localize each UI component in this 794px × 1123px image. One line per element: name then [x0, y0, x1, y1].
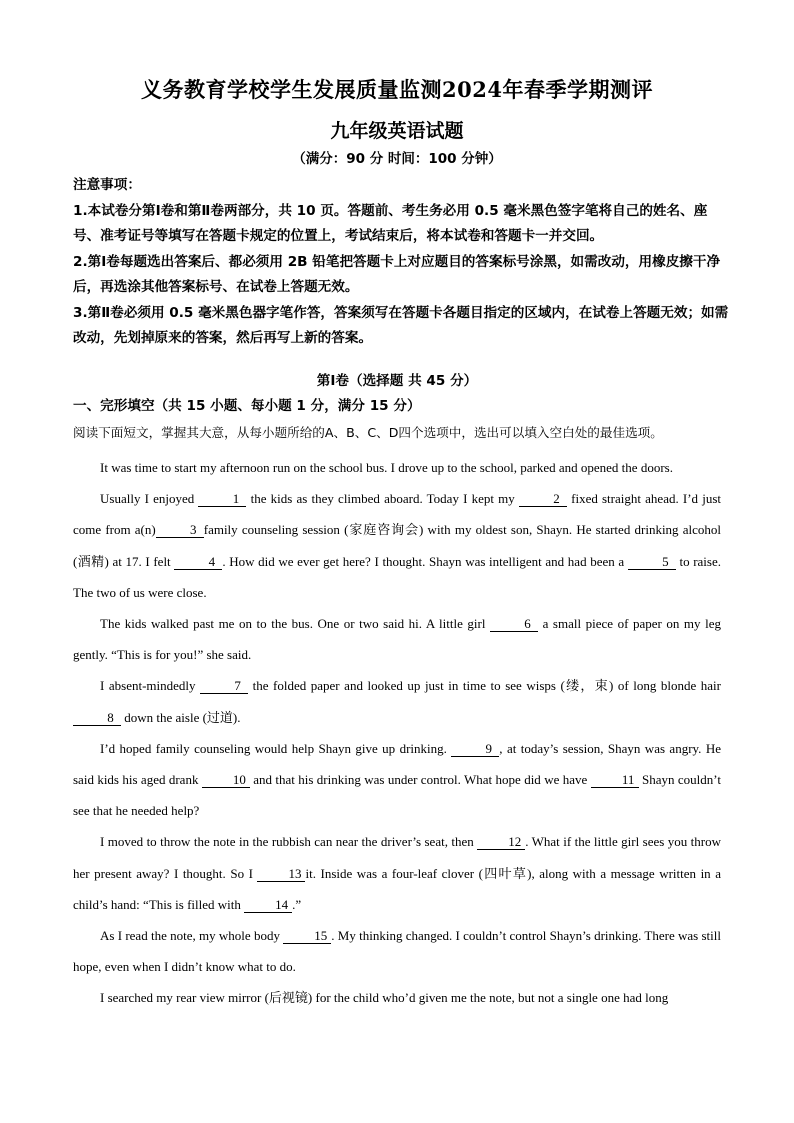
section-heading: 第Ⅰ卷（选择题 共 45 分）	[316, 373, 478, 389]
text-run: I absent-mindedly	[100, 678, 201, 694]
note-item: 1.本试卷分第Ⅰ卷和第Ⅱ卷两部分，共 10 页。答题前、考生务必用 0.5 毫米黑色签字笔将自己的姓名、座号、准考证号等填写在答题卡规定的位置上，考试结束后，将本试卷和答题卡一并交回。	[73, 202, 708, 244]
exam-title: 义务教育学校学生发展质量监测2024年春季学期测评	[141, 77, 653, 102]
paragraph	[73, 733, 721, 827]
text-run: The kids walked past me on to the bus. One or two said hi. A little girl	[100, 616, 491, 632]
blank-7: 7	[200, 679, 248, 694]
text-run: a small piece of paper on my leg gently. “This is for you!” she said.	[73, 616, 721, 663]
blank-14: 14	[244, 898, 292, 913]
blank-11: 11	[591, 773, 639, 788]
text-run: I moved to throw the note in the rubbish can near the driver’s seat, then	[100, 834, 478, 850]
blank-8: 8	[73, 711, 121, 726]
blank-1: 1	[198, 492, 246, 507]
text-run: . How did we ever get here? I thought. Shayn was intelligent and had been a	[222, 553, 628, 569]
text-run: the kids as they climbed aboard. Today I kept my	[246, 491, 519, 507]
text-run: I’d hoped family counseling would help Shayn give up drinking.	[100, 740, 452, 756]
note-item: 2.第Ⅰ卷每题选出答案后、都必须用 2B 铅笔把答题卡上对应题目的答案标号涂黑，如需改动，用橡皮擦干净后，再选涂其他答案标号、在试卷上答题无效。	[73, 253, 721, 295]
text-run: It was time to start my afternoon run on the school bus. I drove up to the school, parked and opened the doors.	[100, 460, 673, 475]
blank-2: 2	[519, 492, 567, 507]
part-title: 一、完形填空（共 15 小题、每小题 1 分，满分 15 分）	[73, 398, 421, 414]
blank-13: 13	[257, 867, 305, 882]
text-run: Usually I enjoyed	[100, 491, 199, 507]
text-run: As I read the note, my whole body	[100, 928, 284, 944]
text-run: . My thinking changed. I couldn’t control Shayn’s drinking. There was still hope, even when I didn’t know what to do.	[73, 928, 721, 975]
paragraph	[73, 608, 721, 670]
blank-4: 4	[174, 555, 222, 570]
text-run: I searched my rear view mirror (后视镜) for the child who’d given me the note, but not a single one had long	[100, 990, 669, 1006]
text-run: down the aisle (过道).	[121, 709, 241, 725]
paragraph	[73, 920, 721, 982]
blank-3: 3	[156, 523, 204, 538]
paragraph	[73, 452, 721, 483]
instructions: 阅读下面短文，掌握其大意，从每小题所给的A、B、C、D四个选项中，选出可以填入空白处的最佳选项。	[73, 425, 663, 440]
text-run: .”	[292, 896, 302, 912]
text-run: family counseling session (家庭咨询会) with my oldest son, Shayn. He started drinking alcohol (酒精) at 17. I felt	[73, 522, 722, 569]
text-run: to raise. The two of us were close.	[73, 553, 721, 600]
text-run: the folded paper and looked up just in time to see wisps (缕，束) of long blonde hair	[248, 678, 721, 694]
cloze-passage	[73, 452, 721, 1014]
text-run: . What if the little girl sees you throw her present away? I thought. So I	[73, 834, 721, 881]
blank-5: 5	[628, 555, 676, 570]
exam-subtitle: 九年级英语试题	[330, 120, 464, 142]
blank-12: 12	[477, 835, 525, 850]
paragraph	[73, 670, 721, 732]
exam-meta: （满分：90 分 时间：100 分钟）	[292, 151, 502, 167]
text-run: , at today’s session, Shayn was angry. He said kids his aged drank	[73, 740, 721, 788]
blank-15: 15	[283, 929, 331, 944]
paragraph	[73, 826, 721, 920]
paragraph	[73, 483, 721, 608]
text-run: fixed straight ahead. I’d just come from a(n)	[73, 491, 722, 538]
paragraph	[73, 982, 721, 1013]
text-run: it. Inside was a four-leaf clover (四叶草), along with a message written in a child’s hand: “This is filled with	[73, 865, 721, 912]
blank-6: 6	[490, 617, 538, 632]
blank-10: 10	[202, 773, 250, 788]
notes-heading: 注意事项：	[73, 177, 141, 193]
text-run: Shayn couldn’t see that he needed help?	[73, 772, 722, 819]
text-run: and that his drinking was under control. What hope did we have	[249, 772, 591, 788]
notes-block	[73, 173, 733, 352]
blank-9: 9	[451, 742, 499, 757]
note-item: 3.第Ⅱ卷必须用 0.5 毫米黑色器字笔作答，答案须写在答题卡各题目指定的区域内，在试卷上答题无效；如需改动，先划掉原来的答案，然后再写上新的答案。	[73, 304, 729, 346]
